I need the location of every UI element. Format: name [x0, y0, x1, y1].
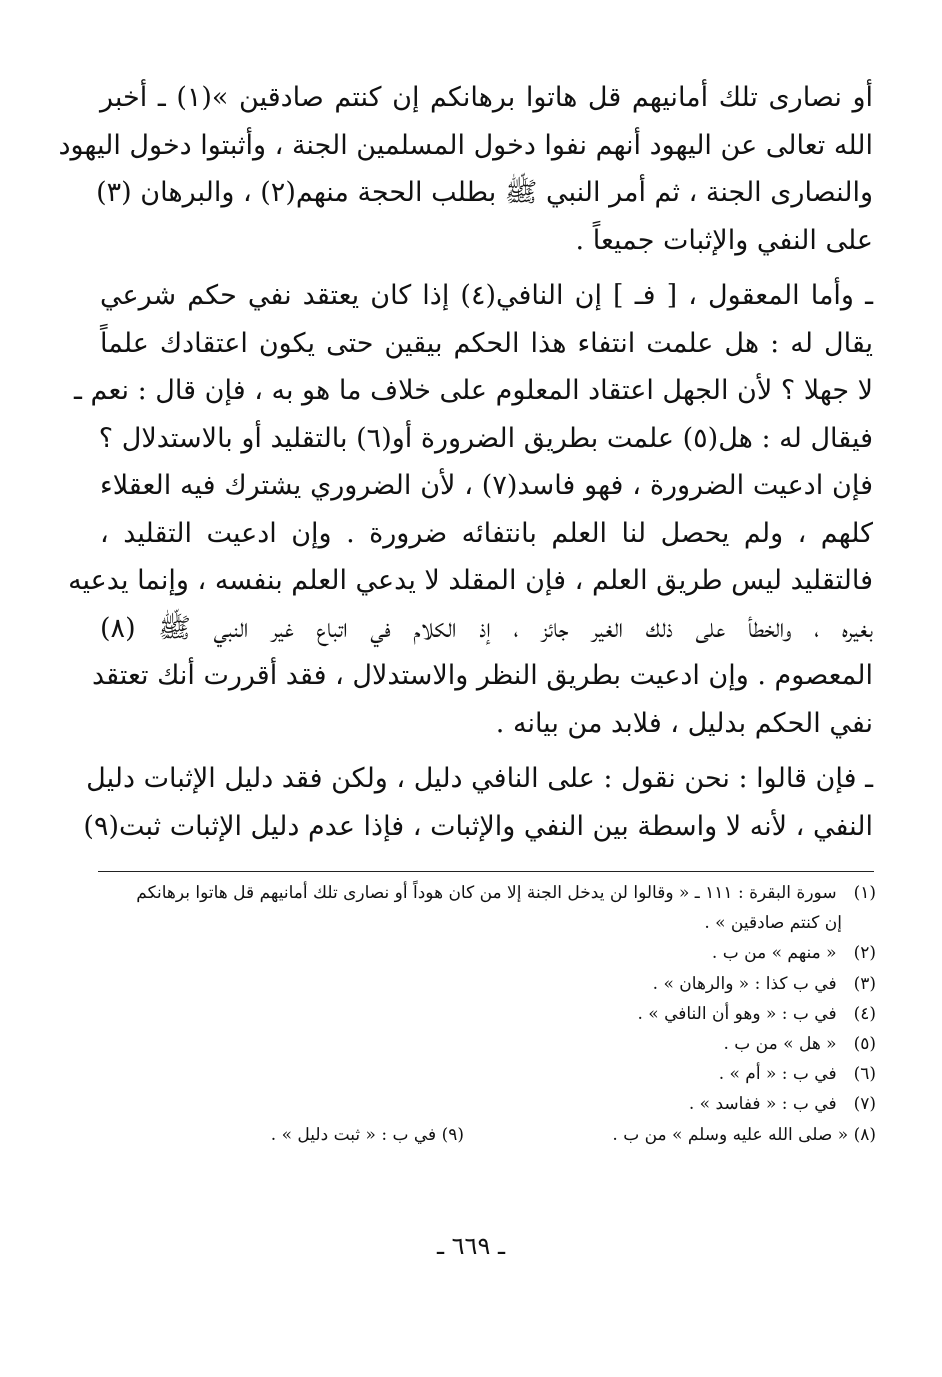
page-number: ـ ٦٦٩ ـ: [436, 1232, 505, 1260]
footnote-text: في ب : « ففاسد » .: [688, 1094, 837, 1115]
footnote-text: سورة البقرة : ١١١ ـ « وقالوا لن يدخل الجنة إلا من كان هوداً أو نصارى تلك أمانيهم قل هاتوا برهانكم: [136, 883, 837, 903]
footnote-number: (٣): [853, 973, 876, 994]
footnote-2: [96, 938, 876, 968]
footnote-number: (٢): [853, 943, 876, 964]
footnote-text: « صلى الله عليه وسلم » من ب .: [612, 1124, 849, 1145]
footnote-text: في ب : « وهو أن النافي » .: [637, 1003, 837, 1024]
paragraph-2: [68, 272, 873, 747]
footnotes: [96, 878, 876, 1150]
paragraph-1: [58, 74, 873, 264]
footnote-number: (٥): [853, 1034, 876, 1055]
footnote-3: [96, 969, 876, 999]
text-line: المعصوم . وإن ادعيت بطريق النظر والاستدلال ، فقد أقررت أنك تعتقد: [91, 660, 873, 691]
footnote-1-continuation: [96, 908, 876, 938]
text-line: الله تعالى عن اليهود أنهم نفوا دخول المسلمين الجنة ، وأثبتوا دخول اليهود: [58, 129, 873, 161]
footnote-9: [271, 1120, 464, 1150]
footnote-text: في ب كذا : « والرهان » .: [652, 973, 837, 994]
footnote-8: [612, 1120, 876, 1150]
footnote-text: في ب : « أم » .: [718, 1064, 837, 1085]
text-line: لا جهلا ؟ لأن الجهل اعتقاد المعلوم على خلاف ما هو به ، فإن قال : نعم ـ: [74, 375, 873, 406]
footnote-5: [96, 1029, 876, 1059]
text-line: كلهم ، ولم يحصل لنا العلم بانتفائه ضرورة . وإن ادعيت التقليد ،: [100, 517, 873, 549]
footnote-number: (٧): [853, 1094, 876, 1115]
footnote-row: [96, 1120, 876, 1150]
text-line: والنصارى الجنة ، ثم أمر النبي ﷺ بطلب الحجة منهم(٢) ، والبرهان (٣): [96, 177, 873, 208]
footnote-text: في ب : « ثبت دليل » .: [270, 1124, 437, 1145]
footnote-number: (٦): [853, 1064, 876, 1085]
main-text: [58, 74, 873, 850]
text-line: ـ وأما المعقول ، [ فـ ] إن النافي(٤) إذا كان يعتقد نفي حكم شرعي: [100, 280, 873, 311]
text-line: ـ فإن قالوا : نحن نقول : على النافي دليل ، ولكن فقد دليل الإثبات دليل: [86, 763, 873, 794]
paragraph-3: [83, 755, 873, 850]
footnote-7: [96, 1089, 876, 1119]
text-line: فيقال له : هل(٥) علمت بطريق الضرورة أو(٦) بالتقليد أو بالاستدلال ؟: [98, 422, 873, 454]
footnote-divider: [98, 871, 874, 872]
text-line: بغيره ، والخطأ على ذلك الغير جائز ، إذ الكلام في اتباع غير النبي ﷺ (٨): [100, 612, 873, 644]
footnote-text: « منهم » من ب .: [711, 943, 837, 964]
text-line: على النفي والإثبات جميعاً .: [575, 224, 873, 256]
footnote-6: [96, 1059, 876, 1089]
text-line: فإن ادعيت الضرورة ، فهو فاسد(٧) ، لأن الضروري يشترك فيه العقلاء: [100, 470, 873, 501]
footnote-number: (٤): [853, 1003, 876, 1024]
footnote-number: (١): [853, 883, 876, 903]
text-line: النفي ، لأنه لا واسطة بين النفي والإثبات ، فإذا عدم دليل الإثبات ثبت(٩): [83, 810, 873, 842]
footnote-number: (٩): [441, 1124, 464, 1145]
text-line: أو نصارى تلك أمانيهم قل هاتوا برهانكم إن كنتم صادقين »(١) ـ أخبر: [100, 82, 873, 113]
footnote-number: (٨): [853, 1124, 876, 1145]
text-line: يقال له : هل علمت انتفاء هذا الحكم بيقين حتى يكون اعتقادك علماً: [100, 327, 873, 359]
text-line: نفي الحكم بدليل ، فلابد من بيانه .: [495, 707, 873, 739]
text-line: فالتقليد ليس طريق العلم ، فإن المقلد لا يدعي العلم بنفسه ، وإنما يدعيه: [68, 565, 873, 596]
footnote-1: [96, 878, 876, 908]
footnote-text: « هل » من ب .: [723, 1034, 837, 1055]
footnote-4: [96, 999, 876, 1029]
footnote-text: إن كنتم صادقين » .: [704, 913, 842, 934]
